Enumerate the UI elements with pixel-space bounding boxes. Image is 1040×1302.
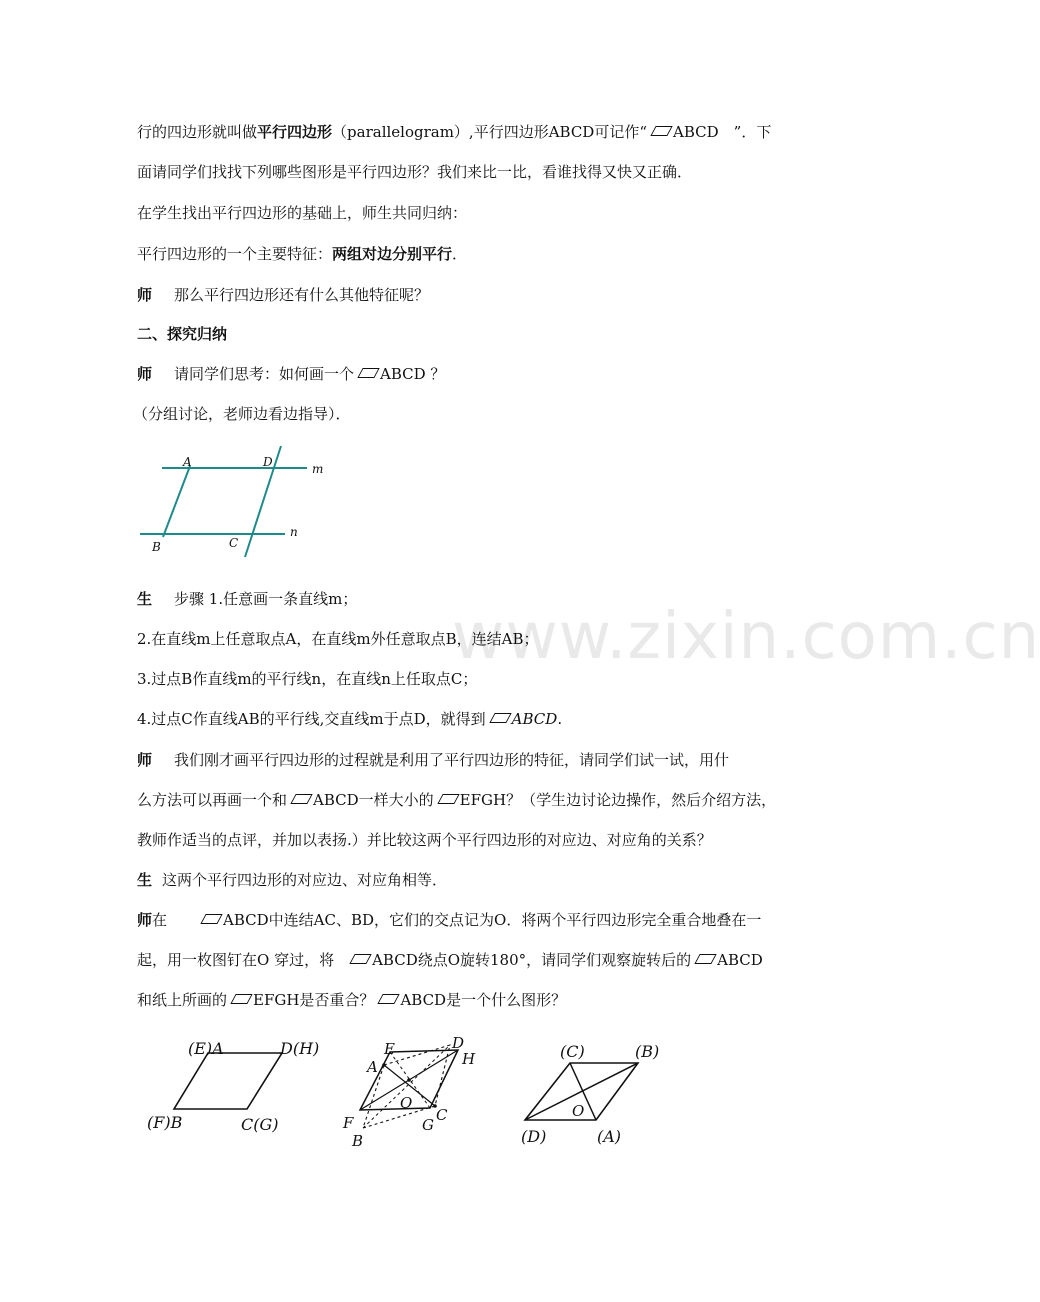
speaker-label: 生 bbox=[137, 871, 153, 889]
feature-bold: 两组对边分别平行 bbox=[332, 245, 453, 263]
text: ABCD是一个什么图形？ bbox=[400, 991, 567, 1009]
text: ABCD ？ bbox=[380, 365, 446, 383]
speaker-label: 生 bbox=[137, 590, 153, 608]
paragraph-definition bbox=[137, 122, 771, 142]
speaker-label: 师 bbox=[137, 911, 153, 929]
figure-overlap bbox=[140, 1030, 340, 1145]
text: 请同学们思考：如何画一个 bbox=[174, 365, 355, 383]
step-3: 3.过点B作直线m的平行线n，在直线n上任取点C； bbox=[137, 670, 478, 688]
label-g: G bbox=[422, 1116, 434, 1134]
parallelogram-symbol-icon bbox=[694, 954, 716, 964]
text: 在 bbox=[152, 911, 168, 929]
parallelogram-symbol-icon bbox=[378, 994, 400, 1004]
parallelogram-symbol-icon bbox=[650, 126, 672, 136]
term-bold: 平行四边形 bbox=[257, 123, 333, 141]
text: ABCD ”．下 bbox=[673, 123, 772, 141]
parallelogram-symbol-icon bbox=[349, 954, 371, 964]
dialogue-student bbox=[137, 870, 447, 890]
label-d: (D) bbox=[521, 1127, 547, 1146]
point-label-d: D bbox=[263, 455, 273, 469]
figure-rotation bbox=[338, 1030, 488, 1150]
text: 平行四边形的一个主要特征： bbox=[137, 245, 333, 263]
text: 步骤 1.任意画一条直线m； bbox=[174, 590, 358, 608]
line-ab bbox=[163, 466, 190, 537]
line-label-m: m bbox=[312, 462, 324, 476]
text: 我们刚才画平行四边形的过程就是利用了平行四边形的特征，请同学们试一试，用什 bbox=[174, 751, 730, 769]
text: 行的四边形就叫做 bbox=[137, 123, 258, 141]
paragraph: 教师作适当的点评，并加以表扬.）并比较这两个平行四边形的对应边、对应角的关系？ bbox=[137, 831, 712, 849]
text: 起，用一枚图钉在O 穿过，将 bbox=[137, 951, 335, 969]
text: 那么平行四边形还有什么其他特征呢？ bbox=[174, 286, 430, 304]
text: （parallelogram）,平行四边形ABCD可记作“ bbox=[332, 123, 648, 141]
dialogue-teacher bbox=[137, 750, 729, 770]
label-e: E bbox=[384, 1040, 395, 1058]
label-cg: C(G) bbox=[241, 1115, 279, 1134]
parallelogram-abcd bbox=[174, 1053, 282, 1109]
step-2: 2.在直线m上任意取点A，在直线m外任意取点B，连结AB； bbox=[137, 630, 539, 648]
paragraph-feature bbox=[137, 244, 467, 264]
paragraph: （分组讨论，老师边看边指导）． bbox=[133, 405, 351, 423]
paragraph: 在学生找出平行四边形的基础上，师生共同归纳： bbox=[137, 204, 468, 222]
figure-construction bbox=[135, 440, 335, 565]
point-label-c: C bbox=[229, 536, 239, 550]
text: ． bbox=[452, 245, 468, 263]
label-c: (C) bbox=[560, 1042, 585, 1061]
label-d: D bbox=[452, 1034, 465, 1052]
label-dh: D(H) bbox=[280, 1039, 320, 1058]
label-h: H bbox=[462, 1050, 476, 1068]
parallelogram-symbol-icon bbox=[437, 794, 459, 804]
parallelogram-symbol-icon bbox=[357, 368, 379, 378]
point-o bbox=[407, 1078, 411, 1082]
text: 4.过点C作直线AB的平行线,交直线m于点D，就得到 bbox=[137, 710, 486, 728]
text: EFGH？（学生边讨论边操作，然后介绍方法， bbox=[459, 791, 777, 809]
speaker-label: 师 bbox=[137, 286, 153, 304]
text: 么方法可以再画一个和 bbox=[137, 791, 288, 809]
text: EFGH是否重合？ bbox=[253, 991, 375, 1009]
label-o: O bbox=[572, 1102, 585, 1120]
point-label-b: B bbox=[152, 540, 161, 554]
speaker-label: 师 bbox=[137, 365, 153, 383]
dialogue-teacher bbox=[137, 910, 761, 930]
dialogue-teacher bbox=[137, 285, 429, 305]
dialogue-student bbox=[137, 589, 357, 609]
label-b: (B) bbox=[635, 1042, 660, 1061]
paragraph bbox=[137, 790, 776, 810]
label-c: C bbox=[436, 1106, 448, 1124]
text-italic: ABCD bbox=[511, 710, 558, 728]
figure-result bbox=[515, 1030, 675, 1150]
paragraph bbox=[137, 950, 763, 970]
label-o: O bbox=[400, 1094, 413, 1112]
watermark: www.zixin.com.cn bbox=[452, 600, 1040, 674]
line-label-n: n bbox=[290, 525, 298, 539]
text: 这两个平行四边形的对应边、对应角相等． bbox=[162, 871, 448, 889]
paragraph: 面请同学们找找下列哪些图形是平行四边形？我们来比一比，看谁找得又快又正确． bbox=[137, 163, 693, 181]
section-heading: 二、探究归纳 bbox=[137, 325, 228, 343]
parallelogram-symbol-icon bbox=[290, 794, 312, 804]
label-a: (A) bbox=[597, 1127, 622, 1146]
parallelogram-symbol-icon bbox=[230, 994, 252, 1004]
parallelogram-symbol-icon bbox=[489, 713, 511, 723]
label-b: B bbox=[352, 1132, 364, 1150]
text: 和纸上所画的 bbox=[137, 991, 228, 1009]
paragraph bbox=[137, 990, 566, 1010]
text: ABCD一样大小的 bbox=[313, 791, 434, 809]
point-label-a: A bbox=[183, 455, 192, 469]
label-ea: (E)A bbox=[188, 1039, 224, 1058]
label-f: F bbox=[343, 1114, 354, 1132]
label-a: A bbox=[367, 1058, 378, 1076]
text: ABCD绕点O旋转180°，请同学们观察旋转后的 bbox=[372, 951, 692, 969]
text: ABCD中连结AC、BD，它们的交点记为O．将两个平行四边形完全重合地叠在一 bbox=[223, 911, 762, 929]
text: . bbox=[557, 710, 563, 728]
step-4 bbox=[137, 709, 562, 729]
text: ABCD bbox=[717, 951, 763, 969]
speaker-label: 师 bbox=[137, 751, 153, 769]
point-a bbox=[382, 1063, 386, 1067]
label-fb: (F)B bbox=[147, 1113, 183, 1132]
dialogue-teacher bbox=[137, 364, 445, 384]
parallelogram-symbol-icon bbox=[200, 914, 222, 924]
